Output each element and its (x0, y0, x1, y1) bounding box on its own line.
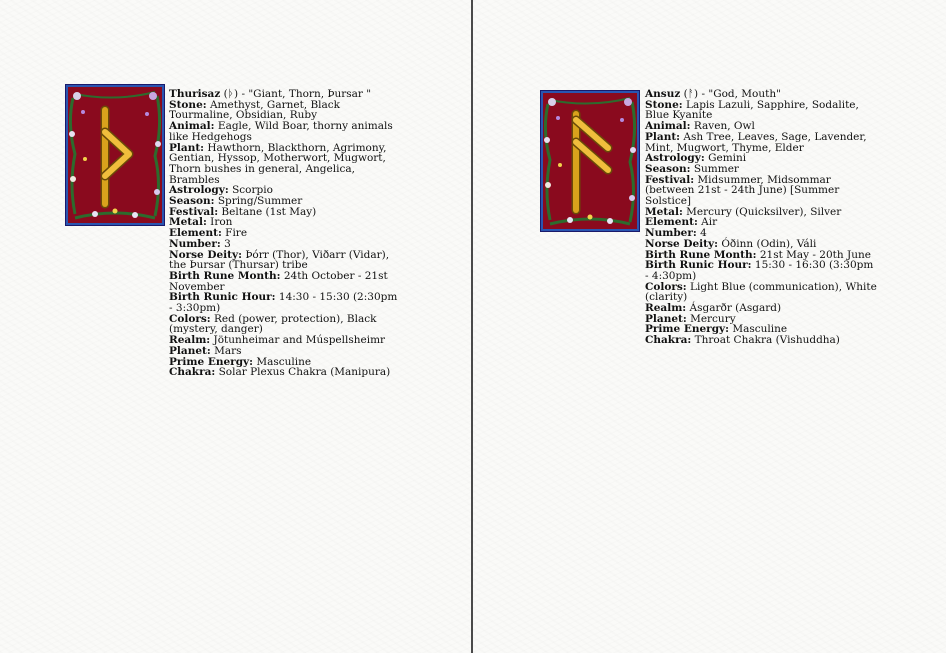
field-label: Norse Deity: (169, 248, 242, 261)
field-label: Birth Runic Hour: (169, 291, 276, 304)
ansuz-entry (645, 89, 877, 346)
birth-rune-month-row (169, 271, 401, 292)
field-label: Plant: (169, 141, 205, 154)
field-value: Gemini (704, 152, 747, 165)
field-value: Mars (210, 344, 242, 357)
norse-deity-row (169, 250, 401, 271)
rune-name: Thurisaz (169, 88, 221, 100)
festival-row (645, 175, 877, 207)
field-value: Raven, Owl (690, 120, 755, 133)
field-label: Animal: (169, 120, 215, 133)
field-value: Amethyst, Garnet, Black Tourmaline, Obsidian, Ruby (169, 98, 341, 122)
thurisaz-rune-illustration (65, 84, 165, 226)
field-label: Birth Rune Month: (169, 269, 281, 282)
field-label: Festival: (645, 173, 695, 186)
left-page (0, 0, 471, 653)
field-label: Chakra: (169, 366, 216, 379)
field-label: Planet: (645, 312, 687, 325)
field-value: Ásgarðr (Asgard) (686, 302, 782, 315)
colors-row (645, 282, 877, 303)
field-label: Planet: (169, 344, 211, 357)
field-value: Beltane (1st May) (218, 205, 317, 218)
field-label: Astrology: (645, 152, 705, 165)
field-value: 15:30 - 16:30 (3:30pm - 4:30pm) (645, 259, 874, 282)
field-value: Lapis Lazuli, Sapphire, Sodalite, Blue Kyanite (645, 98, 859, 122)
birth-runic-hour-row (169, 292, 401, 313)
field-value: 24th October - 21st November (169, 269, 388, 293)
stone-row (169, 100, 401, 121)
field-label: Astrology: (169, 184, 229, 197)
field-value: Air (697, 216, 718, 229)
field-label: Prime Energy: (645, 323, 730, 336)
field-value: Masculine (253, 355, 312, 368)
field-label: Colors: (645, 280, 687, 293)
rune-glyph-text: (ᚨ) (683, 88, 699, 100)
plant-row (169, 143, 401, 186)
thurisaz-entry (169, 89, 401, 378)
field-label: Stone: (169, 98, 207, 111)
field-value: Mercury (Quicksilver), Silver (682, 205, 842, 218)
field-label: Realm: (645, 302, 687, 315)
field-value: Midsummer, Midsommar (between 21st - 24th June) [Summer Solstice] (645, 173, 840, 208)
field-label: Season: (645, 162, 691, 175)
field-label: Number: (169, 237, 221, 250)
field-value: Jötunheimar and Múspellsheimr (210, 334, 386, 347)
field-value: Red (power, protection), Black (mystery, danger) (169, 312, 377, 336)
field-label: Season: (169, 195, 215, 208)
chakra-row (645, 335, 877, 346)
field-value: Mercury (686, 312, 736, 325)
field-value: Fire (221, 227, 248, 240)
field-value: Masculine (729, 323, 788, 336)
chakra-row (169, 367, 401, 378)
field-label: Chakra: (645, 334, 692, 347)
field-value: Light Blue (communication), White (clarity) (645, 280, 877, 304)
field-value: 14:30 - 15:30 (2:30pm - 3:30pm) (169, 291, 398, 315)
field-value: Summer (690, 162, 739, 175)
field-value: Hawthorn, Blackthorn, Agrimony, Gentian, Hyssop, Motherwort, Mugwort, Thorn bushes in general, Angelica, Brambles (169, 141, 387, 186)
field-value: 4 (696, 227, 707, 240)
stone-row (645, 100, 877, 121)
field-label: Element: (645, 216, 698, 229)
field-label: Plant: (645, 130, 681, 143)
field-value: Throat Chakra (Vishuddha) (691, 334, 840, 347)
field-label: Prime Energy: (169, 355, 254, 368)
field-value: Ash Tree, Leaves, Sage, Lavender, Mint, Mugwort, Thyme, Elder (645, 130, 867, 154)
plant-row (645, 132, 877, 153)
rune-meaning: - "Giant, Thorn, Þursar " (238, 88, 372, 100)
field-value: Þórr (Thor), Viðarr (Vidar), the Þursar (Thursar) tribe (169, 248, 390, 272)
ansuz-rune-card-image (540, 90, 640, 232)
field-value: Óðinn (Odin), Váli (717, 237, 817, 250)
field-label: Birth Rune Month: (645, 248, 757, 261)
field-label: Element: (169, 227, 222, 240)
field-value: 21st May - 20th June (756, 248, 871, 261)
field-label: Birth Runic Hour: (645, 259, 752, 272)
rune-meaning: - "God, Mouth" (698, 88, 781, 100)
ansuz-rune-illustration (540, 90, 640, 232)
field-label: Number: (645, 227, 697, 240)
field-value: Spring/Summer (214, 195, 303, 208)
field-label: Metal: (169, 216, 207, 229)
field-label: Metal: (645, 205, 683, 218)
field-label: Norse Deity: (645, 237, 718, 250)
field-label: Realm: (169, 334, 211, 347)
rune-name: Ansuz (645, 88, 681, 100)
field-label: Animal: (645, 120, 691, 133)
field-label: Stone: (645, 98, 683, 111)
rune-glyph-text: (ᚦ) (223, 88, 239, 100)
field-value: Iron (206, 216, 233, 229)
thurisaz-rune-card-image (65, 84, 165, 226)
birth-runic-hour-row (645, 260, 877, 281)
animal-row (169, 121, 401, 142)
field-value: Solar Plexus Chakra (Manipura) (215, 366, 391, 379)
field-value: Scorpio (228, 184, 273, 197)
field-value: 3 (220, 237, 231, 250)
colors-row (169, 314, 401, 335)
field-label: Colors: (169, 312, 211, 325)
field-label: Festival: (169, 205, 219, 218)
field-value: Eagle, Wild Boar, thorny animals like Hedgehogs (169, 120, 393, 143)
